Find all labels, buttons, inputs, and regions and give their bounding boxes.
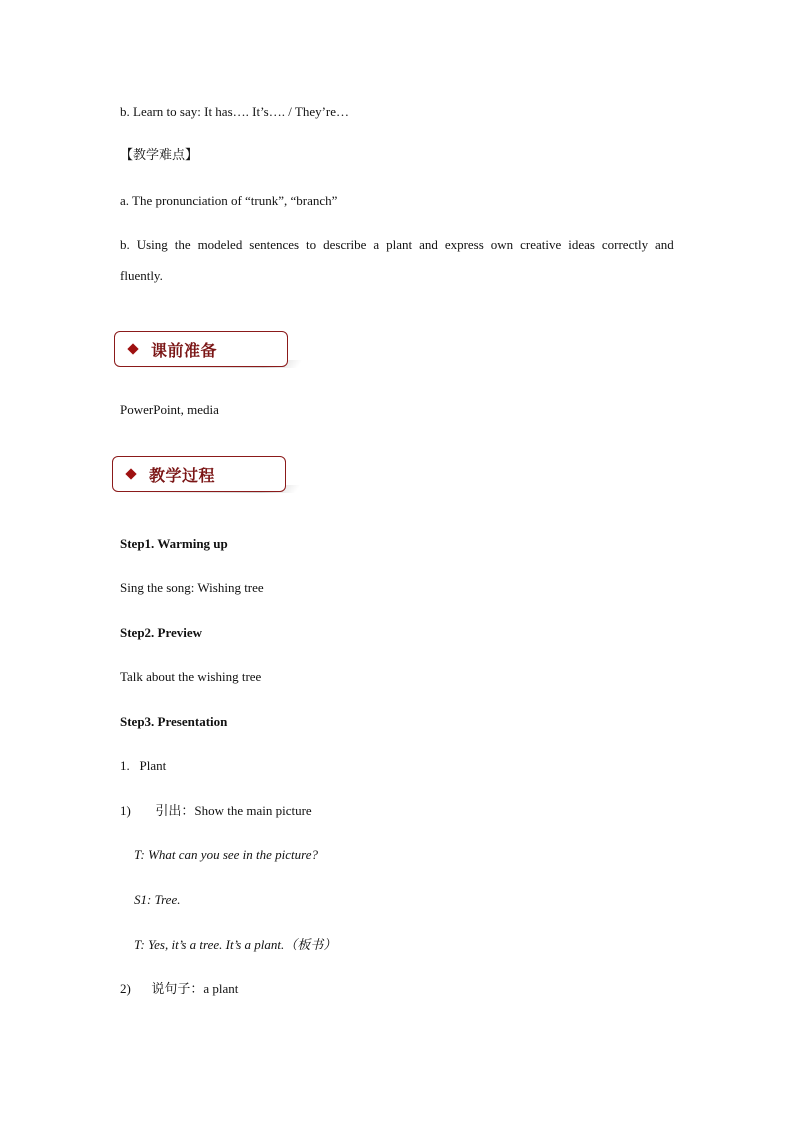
step1-content: Sing the song: Wishing tree <box>120 580 264 595</box>
difficulty-b-word: modeled <box>197 237 243 252</box>
difficulty-b-line2: fluently. <box>120 268 163 283</box>
step1-title: Step1. Warming up <box>120 536 228 551</box>
section-heading-process <box>112 456 286 492</box>
step3-sub2-num: 2) <box>120 981 131 996</box>
difficulty-b-word: describe <box>323 237 367 252</box>
difficulty-b-word: and <box>419 237 438 252</box>
step3-sub1-label: 引出： <box>155 804 195 819</box>
step3-title: Step3. Presentation <box>120 714 228 729</box>
step3-sub1-num: 1) <box>120 803 131 818</box>
difficulty-b-word: own <box>490 237 514 252</box>
objective-b: b. Learn to say: It has…. It’s…. / They’re… <box>120 104 350 119</box>
diamond-bullet-icon <box>125 468 136 479</box>
prep-content: PowerPoint, media <box>120 402 219 417</box>
difficulty-b-line1 <box>120 237 674 253</box>
step2-content: Talk about the wishing tree <box>120 669 262 684</box>
step3-sub2 <box>120 981 238 998</box>
step3-item1: 1. Plant <box>120 758 167 773</box>
step3-sub1-text: Show the main picture <box>194 803 312 818</box>
step2-title: Step2. Preview <box>120 625 203 640</box>
step3-sub1 <box>120 803 312 820</box>
step3-sub2-text: a plant <box>203 981 239 996</box>
difficulty-b-word: and <box>655 237 674 252</box>
section-heading-prep-title: 课前准备 <box>151 340 218 360</box>
step3-sub2-label: 说句子： <box>151 982 204 997</box>
difficulty-b-word: to <box>306 237 317 252</box>
difficulty-b-word: Using <box>136 237 168 252</box>
difficulty-b-word: b. <box>120 237 130 252</box>
section-heading-process-title: 教学过程 <box>149 465 216 485</box>
difficulty-b-word: express <box>444 237 484 252</box>
dialog-line: T: Yes, it’s a tree. It’s a plant.（板书） <box>134 937 337 952</box>
difficulty-b-word: the <box>174 237 191 252</box>
dialog-line: S1: Tree. <box>134 892 181 907</box>
difficulty-a: a. The pronunciation of “trunk”, “branch” <box>120 193 338 208</box>
difficulty-b-word: sentences <box>249 237 300 252</box>
diamond-bullet-icon <box>127 343 138 354</box>
difficulty-b-word: a <box>373 237 380 252</box>
difficulty-b-word: plant <box>386 237 413 252</box>
difficulty-b-word: correctly <box>601 237 649 252</box>
difficulty-b-word: ideas <box>568 237 595 252</box>
dialog-line: T: What can you see in the picture? <box>134 847 319 862</box>
difficulty-b-word: creative <box>520 237 562 252</box>
difficulty-heading: 【教学难点】 <box>120 148 199 163</box>
section-heading-prep <box>114 331 288 367</box>
